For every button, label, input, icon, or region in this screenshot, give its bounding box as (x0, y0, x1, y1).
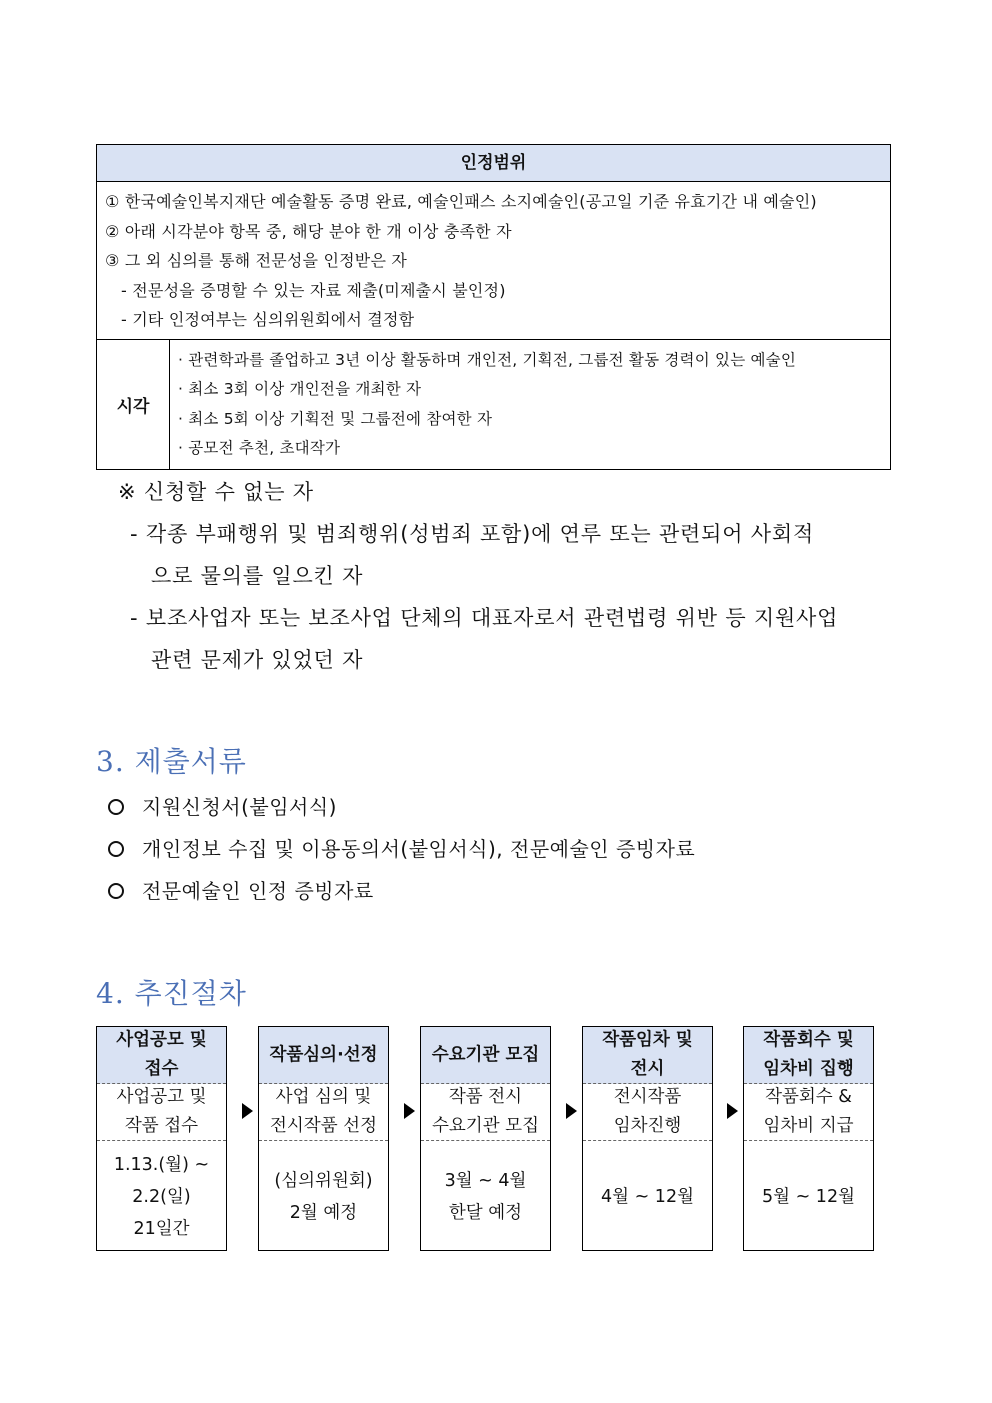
exclusion-item-line: - 각종 부패행위 및 범죄행위(성범죄 포함)에 연루 또는 관련되어 사회적 (130, 522, 815, 546)
process-step-title: 작품임차 및 전시 (583, 1027, 712, 1084)
criteria-line: ① 한국예술인복지재단 예술활동 증명 완료, 예술인패스 소지예술인(공고일 기준 유효기간 내 예술인) (105, 192, 817, 211)
recognition-general-criteria (97, 182, 890, 340)
arrow-right-icon (727, 1103, 738, 1119)
criteria-subline: - 전문성을 증명할 수 있는 자료 제출(미제출시 불인정) (121, 280, 506, 300)
process-step (258, 1026, 389, 1251)
arrow-right-icon (566, 1103, 577, 1119)
process-step-date: 1.13.(월) ~ 2.2(일) 21일간 (113, 1154, 210, 1239)
visual-criteria (170, 340, 890, 469)
circle-bullet-icon (108, 799, 124, 815)
document-item: 지원신청서(붙임서식) (108, 791, 337, 820)
arrow-right-icon (242, 1103, 253, 1119)
document-item: 전문예술인 인정 증빙자료 (108, 875, 374, 904)
visual-label: 시각 (97, 340, 170, 469)
process-step-desc: 전시작품 임차진행 (583, 1084, 712, 1141)
criteria-line: ③ 그 외 심의를 통해 전문성을 인정받은 자 (105, 251, 408, 270)
process-step (743, 1026, 874, 1251)
process-step (582, 1026, 713, 1251)
process-step-date: (심의위원회) 2월 예정 (274, 1170, 373, 1223)
process-step-desc: 작품 전시 수요기관 모집 (421, 1084, 550, 1141)
arrow-right-icon (404, 1103, 415, 1119)
process-step (96, 1026, 227, 1251)
section-4-heading: 4. 추진절차 (96, 977, 247, 1010)
recognition-table-header: 인정범위 (97, 145, 890, 182)
criteria-subline: - 기타 인정여부는 심의위원회에서 결정함 (121, 310, 415, 329)
process-step-title: 수요기관 모집 (421, 1027, 550, 1084)
process-step-date: 3월 ~ 4월 한달 예정 (444, 1170, 527, 1223)
visual-criteria-line: · 최소 3회 이상 개인전을 개최한 자 (178, 380, 422, 398)
process-step (420, 1026, 551, 1251)
exclusion-item-line: 으로 물의를 일으킨 자 (151, 564, 364, 588)
process-step-title: 작품회수 및 임차비 집행 (744, 1027, 873, 1084)
process-step-desc: 사업 심의 및 전시작품 선정 (259, 1084, 388, 1141)
process-step-desc: 작품회수 & 임차비 지급 (744, 1084, 873, 1141)
visual-criteria-line: · 관련학과를 졸업하고 3년 이상 활동하며 개인전, 기획전, 그룹전 활동 경력이 있는 예술인 (178, 350, 797, 369)
process-step-date: 5월 ~ 12월 (761, 1186, 855, 1207)
exclusion-title: ※ 신청할 수 없는 자 (118, 480, 314, 504)
process-step-date: 4월 ~ 12월 (600, 1186, 694, 1207)
recognition-table (96, 144, 891, 470)
criteria-line: ② 아래 시각분야 항목 중, 해당 분야 한 개 이상 충족한 자 (105, 221, 512, 241)
visual-criteria-line: · 최소 5회 이상 기획전 및 그룹전에 참여한 자 (178, 409, 493, 428)
visual-criteria-line: · 공모전 추천, 초대작가 (178, 439, 341, 457)
process-step-title: 작품심의·선정 (259, 1027, 388, 1084)
document-item: 개인정보 수집 및 이용동의서(붙임서식), 전문예술인 증빙자료 (108, 833, 695, 862)
process-step-desc: 사업공고 및 작품 접수 (97, 1084, 226, 1141)
visual-criteria-row (97, 340, 890, 469)
circle-bullet-icon (108, 883, 124, 899)
exclusion-item-line: - 보조사업자 또는 보조사업 단체의 대표자로서 관련법령 위반 등 지원사업 (130, 606, 839, 630)
exclusion-item-line: 관련 문제가 있었던 자 (151, 648, 364, 672)
circle-bullet-icon (108, 841, 124, 857)
process-step-title: 사업공모 및 접수 (97, 1027, 226, 1084)
section-3-heading: 3. 제출서류 (96, 745, 247, 778)
